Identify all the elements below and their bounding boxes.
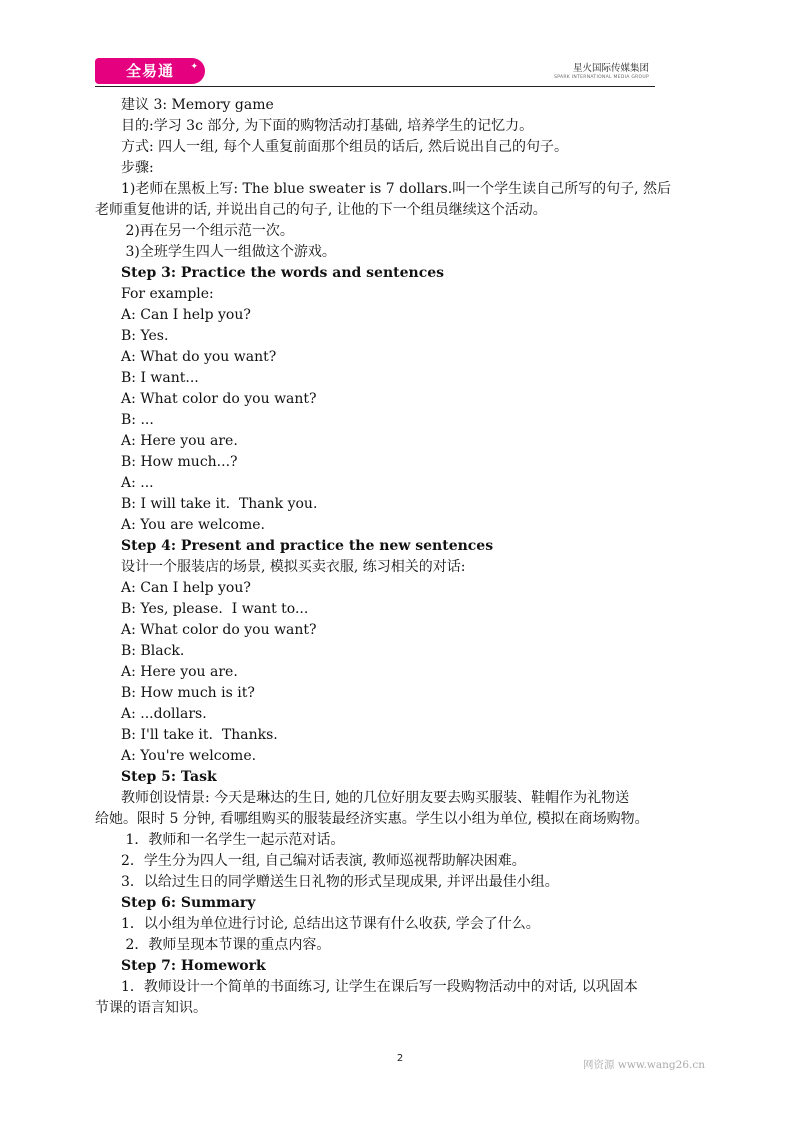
text-line: 设计一个服装店的场景, 模拟买卖衣服, 练习相关的对话: (121, 559, 466, 575)
page-number: 2 (396, 1053, 404, 1064)
text-line: A: Here you are. (121, 433, 238, 449)
section-heading: Step 7: Homework (121, 958, 266, 974)
text-line: A: Here you are. (121, 664, 238, 680)
section-heading: Step 4: Present and practice the new sentences (121, 538, 494, 554)
text-line: A: ...dollars. (121, 706, 207, 722)
header-divider (95, 86, 655, 87)
text-line: 2．教师呈现本节课的重点内容。 (121, 937, 331, 953)
text-line: A: What color do you want? (121, 622, 317, 638)
text-line: For example: (121, 286, 214, 302)
text-line: 步骤: (121, 160, 154, 176)
logo-star-icon: ✦ (190, 62, 199, 72)
company-subtitle: SPARK INTERNATIONAL MEDIA GROUP (554, 75, 649, 80)
text-line: B: Black. (121, 643, 185, 659)
text-line: B: How much is it? (121, 685, 255, 701)
text-line: B: I'll take it. Thanks. (121, 727, 278, 743)
text-line: 1．教师和一名学生一起示范对话。 (121, 832, 345, 848)
text-line: 3)全班学生四人一组做这个游戏。 (121, 244, 336, 260)
text-line: A: You're welcome. (121, 748, 257, 764)
text-line: A: You are welcome. (121, 517, 265, 533)
text-line: A: Can I help you? (121, 307, 251, 323)
text-line: 方式: 四人一组, 每个人重复前面那个组员的话后, 然后说出自己的句子。 (121, 139, 568, 155)
page-header (0, 0, 800, 100)
section-heading: Step 6: Summary (121, 895, 256, 911)
text-line: 目的:学习 3c 部分, 为下面的购物活动打基础, 培养学生的记忆力。 (121, 118, 534, 134)
text-line: 1．以小组为单位进行讨论, 总结出这节课有什么收获, 学会了什么。 (121, 916, 540, 932)
text-line: B: ... (121, 412, 154, 428)
text-line: A: What do you want? (121, 349, 277, 365)
text-line: 给她。限时 5 分钟, 看哪组购买的服装最经济实惠。学生以小组为单位, 模拟在商场购物。 (95, 811, 649, 827)
text-line: 2)再在另一个组示范一次。 (121, 223, 294, 239)
document-body (95, 95, 711, 1019)
text-line: B: Yes, please. I want to... (121, 601, 309, 617)
text-line: 教师创设情景: 今天是琳达的生日, 她的几位好朋友要去购买服装、鞋帽作为礼物送 (121, 790, 630, 806)
section-heading: Step 3: Practice the words and sentences (121, 265, 445, 281)
text-line: B: I will take it. Thank you. (121, 496, 318, 512)
company-name (554, 60, 649, 80)
text-line: B: Yes. (121, 328, 169, 344)
text-line: 老师重复他讲的话, 并说出自己的句子, 让他的下一个组员继续这个活动。 (95, 202, 547, 218)
brand-logo (95, 58, 205, 84)
text-line: 1)老师在黑板上写: The blue sweater is 7 dollars.叫一个学生读自己所写的句子, 然后 (121, 181, 672, 197)
text-line: B: How much...? (121, 454, 238, 470)
text-line: 1．教师设计一个简单的书面练习, 让学生在课后写一段购物活动中的对话, 以巩固本 (121, 979, 638, 995)
text-line: 建议 3: Memory game (121, 97, 274, 113)
text-line: 3．以给过生日的同学赠送生日礼物的形式呈现成果, 并评出最佳小组。 (121, 874, 559, 890)
text-line: A: ... (121, 475, 154, 491)
text-line: B: I want... (121, 370, 199, 386)
text-line: A: Can I help you? (121, 580, 251, 596)
watermark: 网资源 www.wang26.cn (583, 1059, 705, 1071)
logo-text: 全易通 (125, 62, 174, 80)
text-line: A: What color do you want? (121, 391, 317, 407)
text-line: 2．学生分为四人一组, 自己编对话表演, 教师巡视帮助解决困难。 (121, 853, 526, 869)
text-line: 节课的语言知识。 (95, 1000, 207, 1016)
company-name-text: 星火国际传媒集团 (572, 63, 649, 74)
section-heading: Step 5: Task (121, 769, 217, 785)
